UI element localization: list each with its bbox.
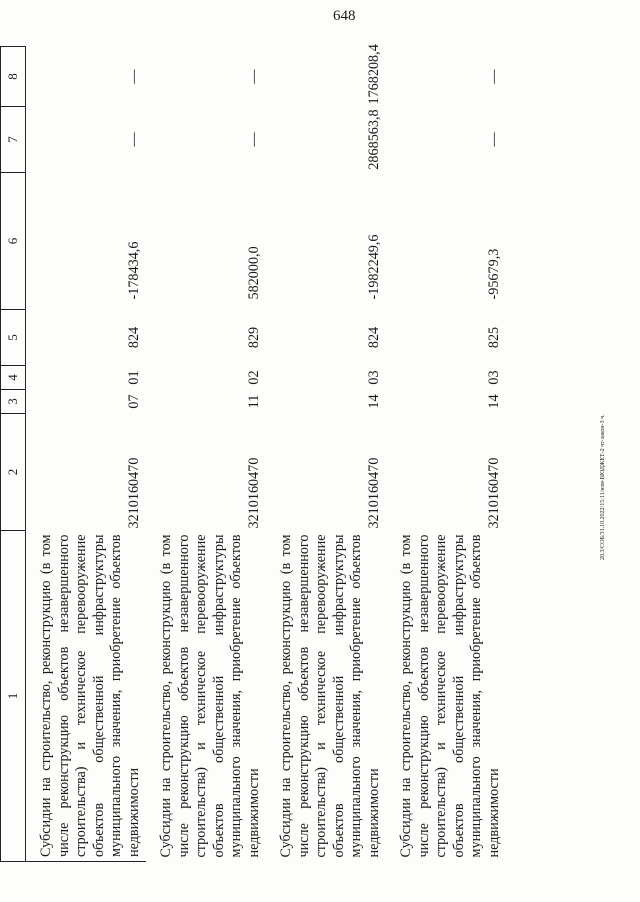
table-header-row	[1, 47, 26, 862]
header-col-1: 1	[1, 531, 26, 862]
row-amount-col6: 582000,0	[246, 246, 262, 300]
row-amount-col8: 1768208,4	[366, 44, 382, 105]
row-subsection: 03	[366, 370, 382, 385]
row-name: Субсидии на строительство, реконструкцию (в том числе реконструкцию объектов незавершенного строительства) и техническое перевооружение объектов общественной инфраструктуры муниципального значения, приобретение объектов недвижимости	[398, 534, 502, 858]
row-amount-col7: —	[126, 132, 142, 147]
rotated-page-content	[0, 44, 502, 862]
document-footer-code: 20.3/СОБ/31.10.2022/15:11/изм-БЮДЖЕТ-2 чт-закон-3 ч.	[600, 414, 606, 560]
header-col-7: 7	[1, 107, 26, 173]
table-row	[386, 47, 506, 862]
table-row	[266, 47, 386, 862]
row-expense-type: 824	[126, 326, 142, 349]
header-col-4: 4	[1, 366, 26, 390]
header-col-8: 8	[1, 47, 26, 107]
row-target-code: 3210160470	[246, 457, 262, 529]
row-subsection: 03	[486, 370, 502, 385]
header-col-3: 3	[1, 390, 26, 414]
header-col-5: 5	[1, 310, 26, 366]
row-expense-type: 824	[366, 326, 382, 349]
header-col-6: 6	[1, 173, 26, 310]
row-subsection: 02	[246, 370, 262, 385]
row-expense-type: 829	[246, 326, 262, 349]
row-target-code: 3210160470	[486, 457, 502, 529]
row-amount-col7: —	[246, 132, 262, 147]
row-amount-col6: -178434,6	[126, 241, 142, 300]
row-expense-type: 825	[486, 326, 502, 349]
budget-table	[0, 46, 506, 862]
row-target-code: 3210160470	[126, 457, 142, 529]
row-section: 14	[486, 394, 502, 409]
table-row	[146, 47, 266, 862]
row-target-code: 3210160470	[366, 457, 382, 529]
row-subsection: 01	[126, 370, 142, 385]
row-amount-col8: —	[126, 69, 142, 84]
row-section: 14	[366, 394, 382, 409]
row-amount-col8: —	[246, 69, 262, 84]
row-amount-col6: -1982249,6	[366, 234, 382, 300]
row-amount-col7: 2868563,8	[366, 109, 382, 170]
page-number: 648	[333, 8, 356, 24]
row-name: Субсидии на строительство, реконструкцию (в том числе реконструкцию объектов незавершенного строительства) и техническое перевооружение объектов общественной инфраструктуры муниципального значения, приобретение объектов недвижимости	[278, 534, 382, 858]
row-section: 11	[246, 394, 262, 409]
row-amount-col8: —	[486, 69, 502, 84]
row-name: Субсидии на строительство, реконструкцию (в том числе реконструкцию объектов незавершенного строительства) и техническое перевооружение объектов общественной инфраструктуры муниципального значения, приобретение объектов недвижимости	[158, 534, 262, 858]
row-amount-col6: -95679,3	[486, 248, 502, 300]
row-name: Субсидии на строительство, реконструкцию (в том числе реконструкцию объектов незавершенного строительства) и техническое перевооружение объектов общественной инфраструктуры муниципального значения, приобретение объектов недвижимости	[26, 531, 147, 862]
table-row	[26, 47, 147, 862]
row-amount-col7: —	[486, 132, 502, 147]
row-section: 07	[126, 394, 142, 409]
header-col-2: 2	[1, 414, 26, 531]
